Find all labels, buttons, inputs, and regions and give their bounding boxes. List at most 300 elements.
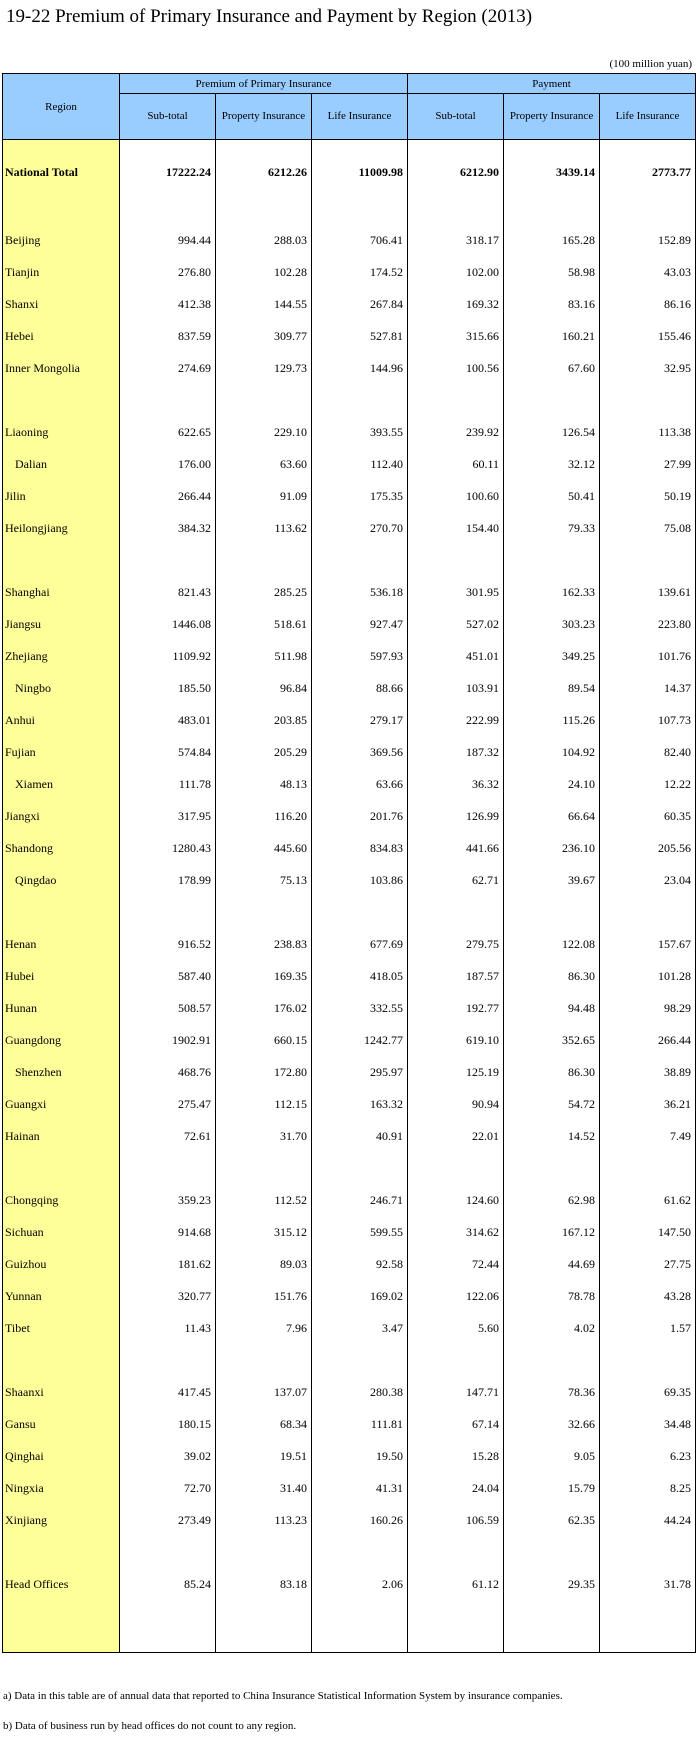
value-cell: 275.47 [120, 1088, 216, 1120]
region-name: Shaanxi [3, 1376, 120, 1408]
value-cell: 19.50 [312, 1440, 408, 1472]
value-cell: 536.18 [312, 576, 408, 608]
table-row [3, 1184, 696, 1216]
region-name: National Total [3, 152, 120, 192]
value-cell: 152.89 [600, 224, 696, 256]
spacer-cell [216, 140, 312, 153]
spacer-cell [3, 192, 120, 224]
value-cell: 418.05 [312, 960, 408, 992]
table-row [3, 864, 696, 896]
spacer-cell [120, 1536, 216, 1568]
value-cell: 63.60 [216, 448, 312, 480]
value-cell: 112.40 [312, 448, 408, 480]
value-cell: 677.69 [312, 928, 408, 960]
value-cell: 927.47 [312, 608, 408, 640]
spacer-row [3, 1600, 696, 1653]
spacer-row [3, 544, 696, 576]
footnote-b: b) Data of business run by head offices do not count to any region. [3, 1720, 297, 1732]
table-row [3, 1440, 696, 1472]
value-cell: 6212.26 [216, 152, 312, 192]
value-cell: 180.15 [120, 1408, 216, 1440]
table-body [3, 140, 696, 1653]
value-cell: 301.95 [408, 576, 504, 608]
value-cell: 238.83 [216, 928, 312, 960]
value-cell: 160.21 [504, 320, 600, 352]
value-cell: 236.10 [504, 832, 600, 864]
value-cell: 85.24 [120, 1568, 216, 1600]
value-cell: 100.60 [408, 480, 504, 512]
value-cell: 102.00 [408, 256, 504, 288]
spacer-row [3, 1536, 696, 1568]
value-cell: 100.56 [408, 352, 504, 384]
value-cell: 60.35 [600, 800, 696, 832]
value-cell: 17222.24 [120, 152, 216, 192]
value-cell: 83.18 [216, 1568, 312, 1600]
region-name: Gansu [3, 1408, 120, 1440]
value-cell: 54.72 [504, 1088, 600, 1120]
spacer-cell [216, 1600, 312, 1653]
value-cell: 320.77 [120, 1280, 216, 1312]
value-cell: 96.84 [216, 672, 312, 704]
value-cell: 151.76 [216, 1280, 312, 1312]
spacer-cell [408, 140, 504, 153]
value-cell: 1109.92 [120, 640, 216, 672]
value-cell: 27.75 [600, 1248, 696, 1280]
region-name: Qingdao [3, 864, 120, 896]
spacer-cell [3, 1600, 120, 1653]
data-table [2, 73, 696, 1653]
region-name: Head Offices [3, 1568, 120, 1600]
value-cell: 106.59 [408, 1504, 504, 1536]
table-row [3, 1280, 696, 1312]
spacer-cell [312, 1344, 408, 1376]
region-name: Shandong [3, 832, 120, 864]
value-cell: 181.62 [120, 1248, 216, 1280]
value-cell: 39.67 [504, 864, 600, 896]
region-name: Hainan [3, 1120, 120, 1152]
value-cell: 40.91 [312, 1120, 408, 1152]
value-cell: 169.35 [216, 960, 312, 992]
spacer-cell [312, 192, 408, 224]
value-cell: 587.40 [120, 960, 216, 992]
value-cell: 267.84 [312, 288, 408, 320]
table-row [3, 672, 696, 704]
value-cell: 29.35 [504, 1568, 600, 1600]
value-cell: 61.62 [600, 1184, 696, 1216]
value-cell: 44.69 [504, 1248, 600, 1280]
value-cell: 169.32 [408, 288, 504, 320]
table-row [3, 800, 696, 832]
value-cell: 103.86 [312, 864, 408, 896]
value-cell: 32.12 [504, 448, 600, 480]
table-row [3, 1312, 696, 1344]
value-cell: 31.70 [216, 1120, 312, 1152]
value-cell: 75.13 [216, 864, 312, 896]
value-cell: 144.96 [312, 352, 408, 384]
spacer-cell [600, 192, 696, 224]
value-cell: 332.55 [312, 992, 408, 1024]
value-cell: 32.95 [600, 352, 696, 384]
spacer-cell [600, 1536, 696, 1568]
region-name: Guangdong [3, 1024, 120, 1056]
value-cell: 349.25 [504, 640, 600, 672]
spacer-cell [216, 1344, 312, 1376]
value-cell: 75.08 [600, 512, 696, 544]
value-cell: 66.64 [504, 800, 600, 832]
value-cell: 86.30 [504, 960, 600, 992]
value-cell: 160.26 [312, 1504, 408, 1536]
region-name: Heilongjiang [3, 512, 120, 544]
spacer-cell [600, 1344, 696, 1376]
table-row [3, 1472, 696, 1504]
region-name: Inner Mongolia [3, 352, 120, 384]
value-cell: 994.44 [120, 224, 216, 256]
region-name: Jiangsu [3, 608, 120, 640]
value-cell: 147.71 [408, 1376, 504, 1408]
value-cell: 295.97 [312, 1056, 408, 1088]
value-cell: 62.98 [504, 1184, 600, 1216]
value-cell: 6.23 [600, 1440, 696, 1472]
value-cell: 58.98 [504, 256, 600, 288]
spacer-cell [312, 1536, 408, 1568]
value-cell: 273.49 [120, 1504, 216, 1536]
spacer-cell [408, 1344, 504, 1376]
table-row [3, 480, 696, 512]
spacer-cell [504, 384, 600, 416]
value-cell: 14.37 [600, 672, 696, 704]
value-cell: 137.07 [216, 1376, 312, 1408]
value-cell: 266.44 [120, 480, 216, 512]
value-cell: 574.84 [120, 736, 216, 768]
value-cell: 176.02 [216, 992, 312, 1024]
table-row [3, 768, 696, 800]
table-row [3, 320, 696, 352]
value-cell: 3.47 [312, 1312, 408, 1344]
value-cell: 468.76 [120, 1056, 216, 1088]
value-cell: 274.69 [120, 352, 216, 384]
region-name: Shenzhen [3, 1056, 120, 1088]
value-cell: 706.41 [312, 224, 408, 256]
value-cell: 63.66 [312, 768, 408, 800]
value-cell: 223.80 [600, 608, 696, 640]
value-cell: 314.62 [408, 1216, 504, 1248]
footnotes [3, 1690, 563, 1750]
total-row [3, 152, 696, 192]
value-cell: 41.31 [312, 1472, 408, 1504]
value-cell: 91.09 [216, 480, 312, 512]
region-name: Beijing [3, 224, 120, 256]
unit-label: (100 million yuan) [609, 58, 692, 70]
value-cell: 162.33 [504, 576, 600, 608]
value-cell: 167.12 [504, 1216, 600, 1248]
value-cell: 69.35 [600, 1376, 696, 1408]
spacer-cell [312, 140, 408, 153]
value-cell: 174.52 [312, 256, 408, 288]
spacer-cell [600, 544, 696, 576]
value-cell: 89.03 [216, 1248, 312, 1280]
value-cell: 44.24 [600, 1504, 696, 1536]
value-cell: 279.75 [408, 928, 504, 960]
value-cell: 317.95 [120, 800, 216, 832]
spacer-cell [408, 1536, 504, 1568]
value-cell: 369.56 [312, 736, 408, 768]
value-cell: 116.20 [216, 800, 312, 832]
spacer-cell [600, 1152, 696, 1184]
region-name: Hubei [3, 960, 120, 992]
spacer-cell [216, 192, 312, 224]
value-cell: 89.54 [504, 672, 600, 704]
spacer-cell [120, 896, 216, 928]
value-cell: 62.71 [408, 864, 504, 896]
value-cell: 31.78 [600, 1568, 696, 1600]
value-cell: 1.57 [600, 1312, 696, 1344]
value-cell: 7.96 [216, 1312, 312, 1344]
value-cell: 24.04 [408, 1472, 504, 1504]
value-cell: 86.30 [504, 1056, 600, 1088]
value-cell: 837.59 [120, 320, 216, 352]
value-cell: 101.76 [600, 640, 696, 672]
value-cell: 352.65 [504, 1024, 600, 1056]
spacer-cell [216, 384, 312, 416]
value-cell: 155.46 [600, 320, 696, 352]
value-cell: 67.60 [504, 352, 600, 384]
table-row [3, 576, 696, 608]
region-name: Xinjiang [3, 1504, 120, 1536]
region-name: Liaoning [3, 416, 120, 448]
value-cell: 6212.90 [408, 152, 504, 192]
spacer-cell [408, 544, 504, 576]
value-cell: 101.28 [600, 960, 696, 992]
table-header [3, 74, 696, 140]
value-cell: 518.61 [216, 608, 312, 640]
value-cell: 112.52 [216, 1184, 312, 1216]
table-row [3, 288, 696, 320]
spacer-cell [600, 1600, 696, 1653]
table-row [3, 512, 696, 544]
value-cell: 483.01 [120, 704, 216, 736]
region-name: Tianjin [3, 256, 120, 288]
table-row [3, 1376, 696, 1408]
value-cell: 12.22 [600, 768, 696, 800]
value-cell: 72.61 [120, 1120, 216, 1152]
header-payment-life: Life Insurance [600, 94, 696, 140]
region-name: Zhejiang [3, 640, 120, 672]
value-cell: 2.06 [312, 1568, 408, 1600]
header-premium-property: Property Insurance [216, 94, 312, 140]
value-cell: 239.92 [408, 416, 504, 448]
value-cell: 78.36 [504, 1376, 600, 1408]
value-cell: 9.05 [504, 1440, 600, 1472]
table-row [3, 960, 696, 992]
table-row [3, 1248, 696, 1280]
table-row [3, 608, 696, 640]
value-cell: 165.28 [504, 224, 600, 256]
value-cell: 122.06 [408, 1280, 504, 1312]
value-cell: 318.17 [408, 224, 504, 256]
value-cell: 5.60 [408, 1312, 504, 1344]
table-row [3, 1504, 696, 1536]
value-cell: 157.67 [600, 928, 696, 960]
value-cell: 315.12 [216, 1216, 312, 1248]
value-cell: 163.32 [312, 1088, 408, 1120]
value-cell: 175.35 [312, 480, 408, 512]
spacer-row [3, 1344, 696, 1376]
region-name: Shanxi [3, 288, 120, 320]
table-row [3, 1024, 696, 1056]
value-cell: 229.10 [216, 416, 312, 448]
region-name: Ningxia [3, 1472, 120, 1504]
value-cell: 103.91 [408, 672, 504, 704]
spacer-cell [504, 1344, 600, 1376]
spacer-cell [600, 384, 696, 416]
value-cell: 914.68 [120, 1216, 216, 1248]
value-cell: 23.04 [600, 864, 696, 896]
value-cell: 8.25 [600, 1472, 696, 1504]
spacer-cell [312, 896, 408, 928]
value-cell: 451.01 [408, 640, 504, 672]
spacer-cell [600, 140, 696, 153]
spacer-cell [120, 1600, 216, 1653]
value-cell: 90.94 [408, 1088, 504, 1120]
region-name: Sichuan [3, 1216, 120, 1248]
value-cell: 125.19 [408, 1056, 504, 1088]
value-cell: 32.66 [504, 1408, 600, 1440]
region-name: Guangxi [3, 1088, 120, 1120]
value-cell: 31.40 [216, 1472, 312, 1504]
value-cell: 178.99 [120, 864, 216, 896]
table-row [3, 640, 696, 672]
spacer-cell [504, 896, 600, 928]
value-cell: 622.65 [120, 416, 216, 448]
value-cell: 62.35 [504, 1504, 600, 1536]
spacer-cell [120, 544, 216, 576]
region-name: Henan [3, 928, 120, 960]
header-premium-group: Premium of Primary Insurance [120, 74, 408, 94]
spacer-cell [312, 1600, 408, 1653]
value-cell: 67.14 [408, 1408, 504, 1440]
value-cell: 288.03 [216, 224, 312, 256]
spacer-cell [120, 1344, 216, 1376]
footnote-a: a) Data in this table are of annual data that reported to China Insurance Statistical Information System by insurance companies. [3, 1690, 563, 1702]
region-name: Chongqing [3, 1184, 120, 1216]
value-cell: 34.48 [600, 1408, 696, 1440]
spacer-cell [3, 140, 120, 153]
table-row [3, 416, 696, 448]
table-row [3, 1216, 696, 1248]
value-cell: 38.89 [600, 1056, 696, 1088]
region-name: Guizhou [3, 1248, 120, 1280]
value-cell: 821.43 [120, 576, 216, 608]
table-row [3, 224, 696, 256]
value-cell: 1902.91 [120, 1024, 216, 1056]
value-cell: 185.50 [120, 672, 216, 704]
spacer-cell [120, 384, 216, 416]
value-cell: 122.08 [504, 928, 600, 960]
table-row [3, 448, 696, 480]
header-payment-subtotal: Sub-total [408, 94, 504, 140]
value-cell: 201.76 [312, 800, 408, 832]
value-cell: 79.33 [504, 512, 600, 544]
value-cell: 78.78 [504, 1280, 600, 1312]
region-name: Shanghai [3, 576, 120, 608]
value-cell: 22.01 [408, 1120, 504, 1152]
value-cell: 113.62 [216, 512, 312, 544]
value-cell: 417.45 [120, 1376, 216, 1408]
value-cell: 266.44 [600, 1024, 696, 1056]
spacer-cell [504, 544, 600, 576]
value-cell: 187.32 [408, 736, 504, 768]
spacer-cell [216, 544, 312, 576]
region-name: Ningbo [3, 672, 120, 704]
value-cell: 176.00 [120, 448, 216, 480]
table-row [3, 256, 696, 288]
value-cell: 147.50 [600, 1216, 696, 1248]
spacer-cell [3, 896, 120, 928]
value-cell: 205.56 [600, 832, 696, 864]
value-cell: 187.57 [408, 960, 504, 992]
region-name: Dalian [3, 448, 120, 480]
table-row [3, 704, 696, 736]
value-cell: 27.99 [600, 448, 696, 480]
value-cell: 115.26 [504, 704, 600, 736]
spacer-cell [3, 1152, 120, 1184]
value-cell: 1446.08 [120, 608, 216, 640]
spacer-cell [504, 1152, 600, 1184]
table-row [3, 1408, 696, 1440]
value-cell: 384.32 [120, 512, 216, 544]
spacer-cell [408, 1152, 504, 1184]
value-cell: 112.15 [216, 1088, 312, 1120]
value-cell: 4.02 [504, 1312, 600, 1344]
region-name: Xiamen [3, 768, 120, 800]
spacer-cell [120, 192, 216, 224]
value-cell: 124.60 [408, 1184, 504, 1216]
value-cell: 126.54 [504, 416, 600, 448]
value-cell: 36.32 [408, 768, 504, 800]
header-premium-life: Life Insurance [312, 94, 408, 140]
spacer-cell [3, 544, 120, 576]
table-row [3, 928, 696, 960]
value-cell: 280.38 [312, 1376, 408, 1408]
value-cell: 15.28 [408, 1440, 504, 1472]
value-cell: 11.43 [120, 1312, 216, 1344]
value-cell: 60.11 [408, 448, 504, 480]
header-region: Region [3, 74, 120, 140]
value-cell: 39.02 [120, 1440, 216, 1472]
value-cell: 270.70 [312, 512, 408, 544]
table-row [3, 832, 696, 864]
value-cell: 98.29 [600, 992, 696, 1024]
value-cell: 172.80 [216, 1056, 312, 1088]
region-name: Qinghai [3, 1440, 120, 1472]
value-cell: 102.28 [216, 256, 312, 288]
spacer-cell [408, 1600, 504, 1653]
value-cell: 11009.98 [312, 152, 408, 192]
spacer-cell [216, 1536, 312, 1568]
spacer-cell [216, 896, 312, 928]
value-cell: 285.25 [216, 576, 312, 608]
value-cell: 82.40 [600, 736, 696, 768]
spacer-cell [120, 1152, 216, 1184]
region-name: Anhui [3, 704, 120, 736]
value-cell: 50.19 [600, 480, 696, 512]
spacer-row [3, 384, 696, 416]
value-cell: 279.17 [312, 704, 408, 736]
value-cell: 113.38 [600, 416, 696, 448]
spacer-cell [312, 544, 408, 576]
value-cell: 222.99 [408, 704, 504, 736]
header-payment-property: Property Insurance [504, 94, 600, 140]
